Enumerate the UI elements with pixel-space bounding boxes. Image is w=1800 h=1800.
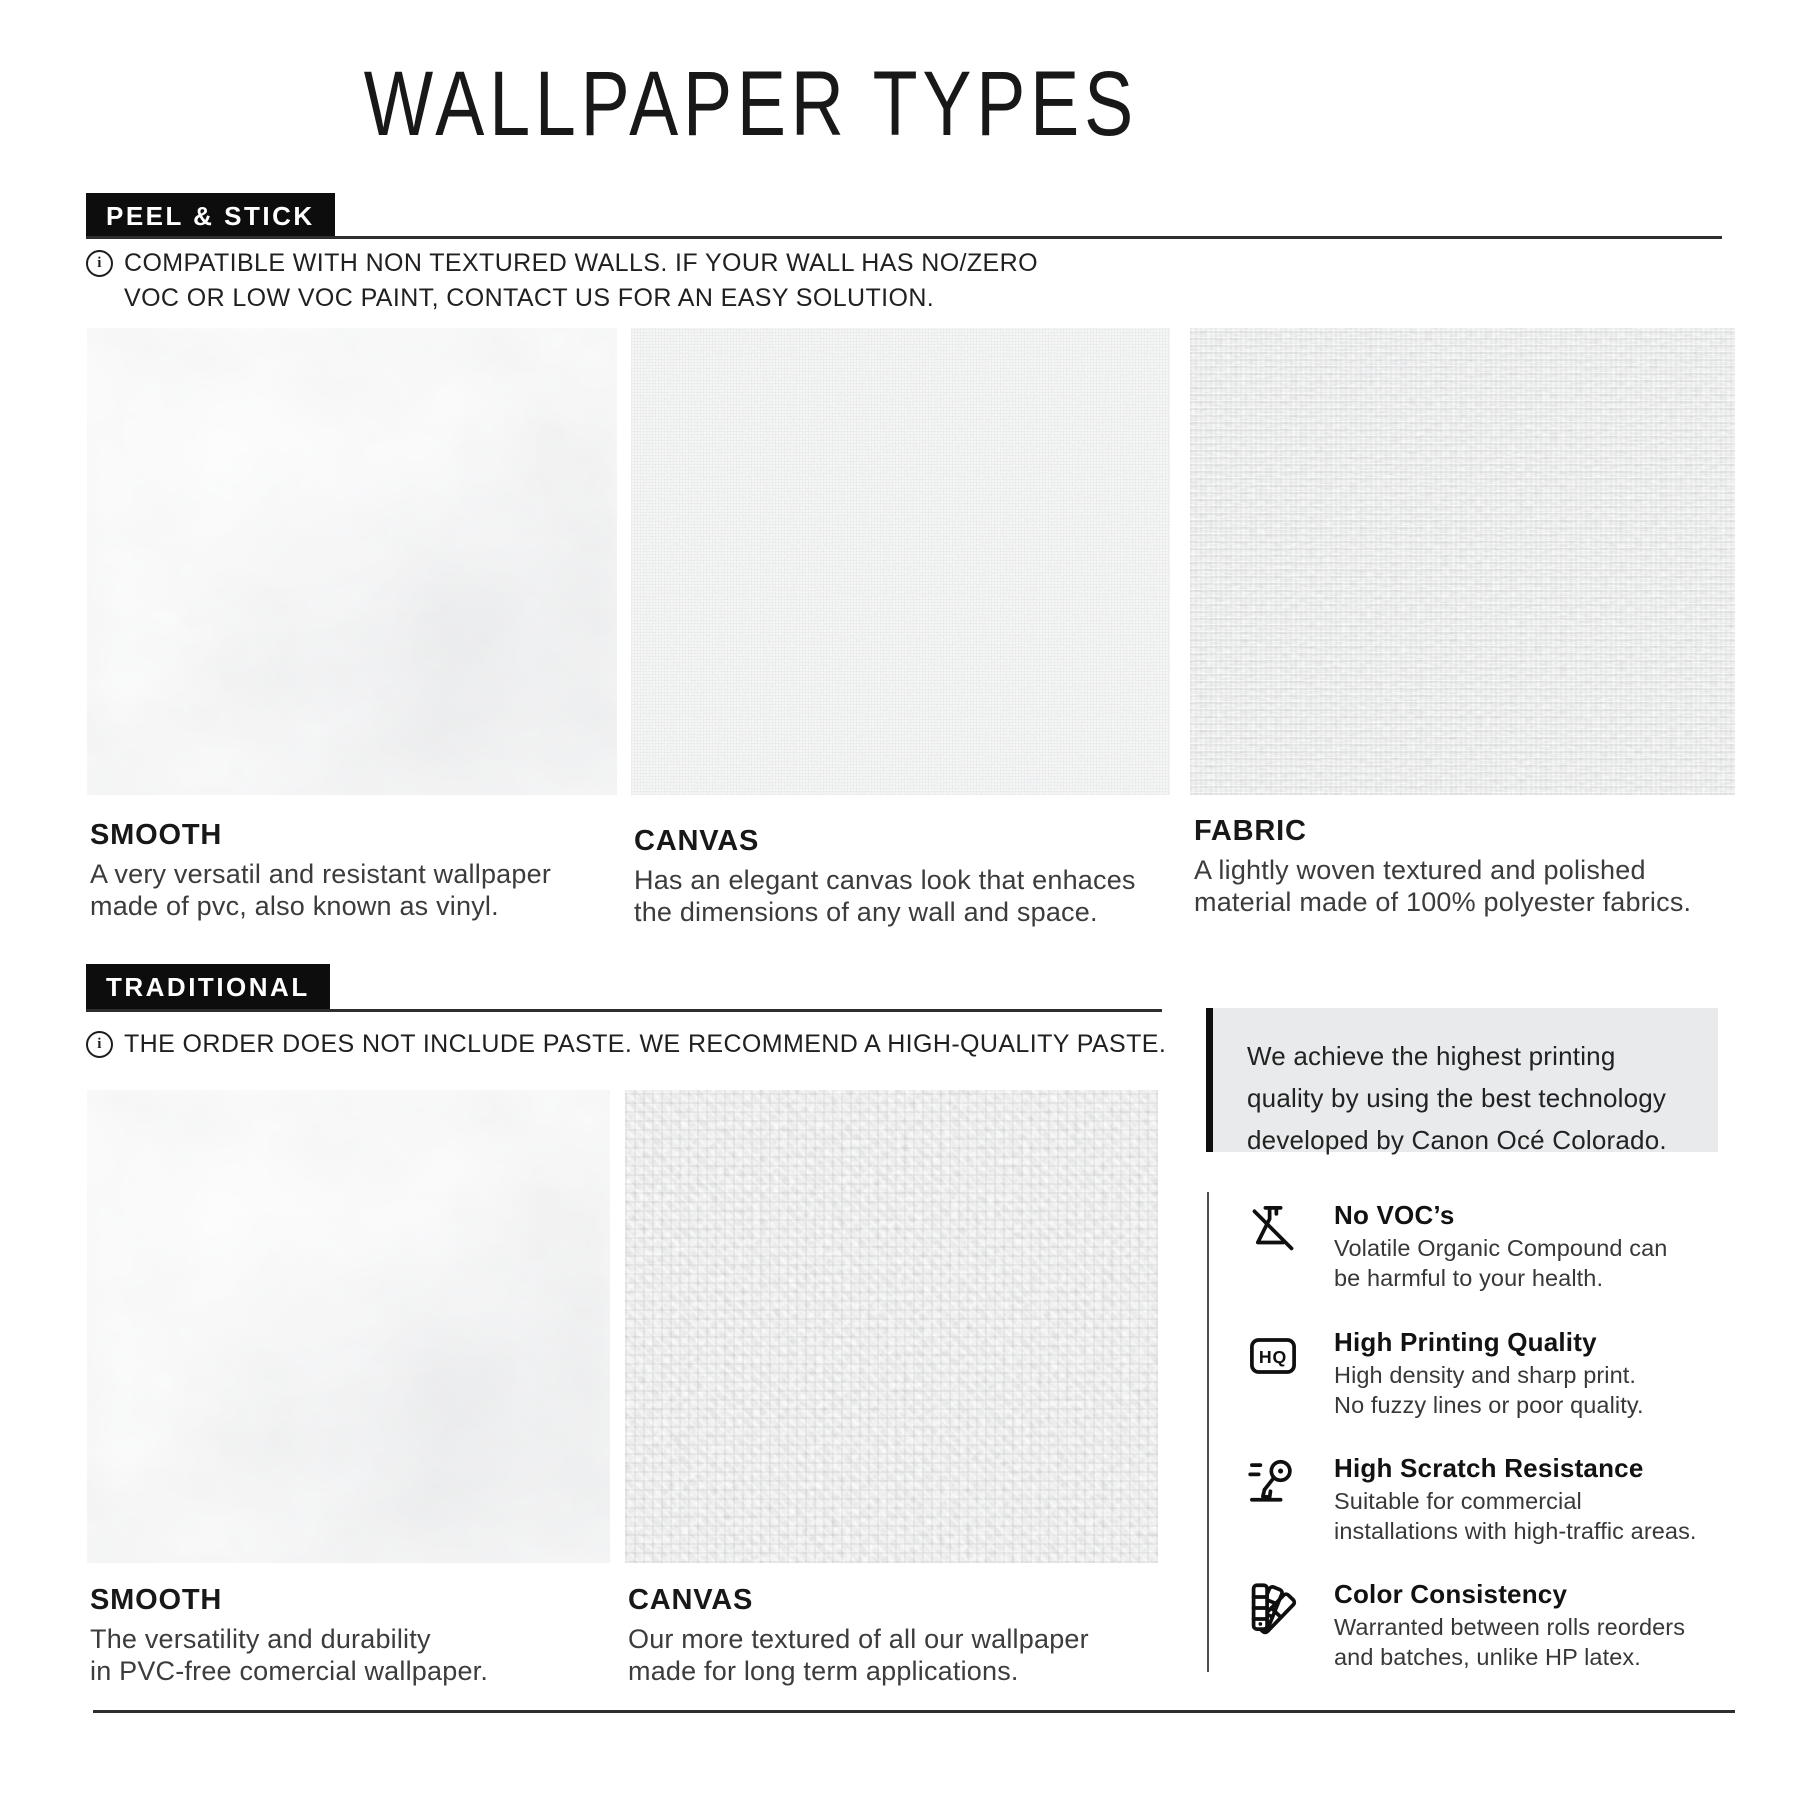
- feature-title: Color Consistency: [1334, 1579, 1568, 1609]
- caption-peel-stick-smooth: [90, 818, 551, 922]
- caption-desc: Our more textured of all our wallpaper made for long term applications.: [628, 1624, 1089, 1686]
- color-swatches-icon: [1246, 1581, 1300, 1635]
- svg-text:HQ: HQ: [1258, 1347, 1288, 1368]
- caption-peel-stick-canvas: [634, 824, 1136, 928]
- page-title: WALLPAPER TYPES: [363, 53, 1139, 155]
- feature-high-printing-quality: [1334, 1327, 1774, 1420]
- section-label-peel-stick: PEEL & STICK: [86, 193, 335, 239]
- caption-desc: Has an elegant canvas look that enhaces the dimensions of any wall and space.: [634, 865, 1136, 927]
- feature-title: No VOC’s: [1334, 1200, 1455, 1230]
- scratch-key-icon: [1246, 1455, 1300, 1509]
- caption-desc: The versatility and durability in PVC-free comercial wallpaper.: [90, 1624, 489, 1686]
- caption-title: CANVAS: [634, 825, 760, 857]
- feature-desc: Suitable for commercial installations with high-traffic areas.: [1334, 1488, 1697, 1544]
- traditional-note: [86, 1030, 1166, 1059]
- feature-title: High Printing Quality: [1334, 1327, 1597, 1357]
- info-icon: i: [86, 1031, 113, 1058]
- caption-traditional-smooth: [90, 1583, 488, 1687]
- caption-desc: A lightly woven textured and polished material made of 100% polyester fabrics.: [1194, 855, 1692, 917]
- feature-desc: High density and sharp print. No fuzzy lines or poor quality.: [1334, 1362, 1644, 1418]
- hq-badge-icon: [1246, 1329, 1300, 1383]
- feature-title: High Scratch Resistance: [1334, 1453, 1644, 1483]
- traditional-note-text: THE ORDER DOES NOT INCLUDE PASTE. WE RECOMMEND A HIGH-QUALITY PASTE.: [124, 1030, 1167, 1058]
- feature-list-divider: [1207, 1192, 1209, 1672]
- printing-quality-highlight: [1213, 1008, 1718, 1155]
- feature-no-voc: [1334, 1200, 1774, 1293]
- caption-title: FABRIC: [1194, 815, 1307, 847]
- caption-title: SMOOTH: [90, 1584, 223, 1616]
- no-voc-flask-icon: [1246, 1202, 1300, 1256]
- traditional-underline: [86, 1009, 1162, 1012]
- caption-title: SMOOTH: [90, 819, 223, 851]
- peel-stick-underline: [86, 236, 1722, 239]
- peel-stick-note-text: COMPATIBLE WITH NON TEXTURED WALLS. IF YOUR WALL HAS NO/ZERO VOC OR LOW VOC PAINT, CONTACT US FOR AN EASY SOLUTION.: [124, 249, 1038, 312]
- swatch-peel-stick-canvas: [631, 328, 1170, 795]
- highlight-accent-bar: [1206, 1008, 1213, 1152]
- section-label-traditional: TRADITIONAL: [86, 964, 330, 1010]
- feature-color-consistency: [1334, 1579, 1774, 1672]
- caption-title: CANVAS: [628, 1584, 754, 1616]
- caption-desc: A very versatil and resistant wallpaper made of pvc, also known as vinyl.: [90, 859, 552, 921]
- peel-stick-note: [86, 249, 1038, 313]
- highlight-text: We achieve the highest printing quality by using the best technology developed by Canon Océ Colorado.: [1247, 1041, 1667, 1155]
- feature-desc: Warranted between rolls reorders and batches, unlike HP latex.: [1334, 1614, 1686, 1670]
- info-icon: i: [86, 250, 113, 277]
- swatch-traditional-canvas: [625, 1090, 1158, 1563]
- caption-traditional-canvas: [628, 1583, 1089, 1687]
- feature-high-scratch-resistance: [1334, 1453, 1774, 1546]
- feature-desc: Volatile Organic Compound can be harmful to your health.: [1334, 1235, 1668, 1291]
- caption-peel-stick-fabric: [1194, 814, 1691, 918]
- bottom-rule: [93, 1710, 1735, 1713]
- swatch-peel-stick-smooth: [87, 328, 617, 795]
- swatch-peel-stick-fabric: [1190, 328, 1735, 795]
- swatch-traditional-smooth: [87, 1090, 610, 1563]
